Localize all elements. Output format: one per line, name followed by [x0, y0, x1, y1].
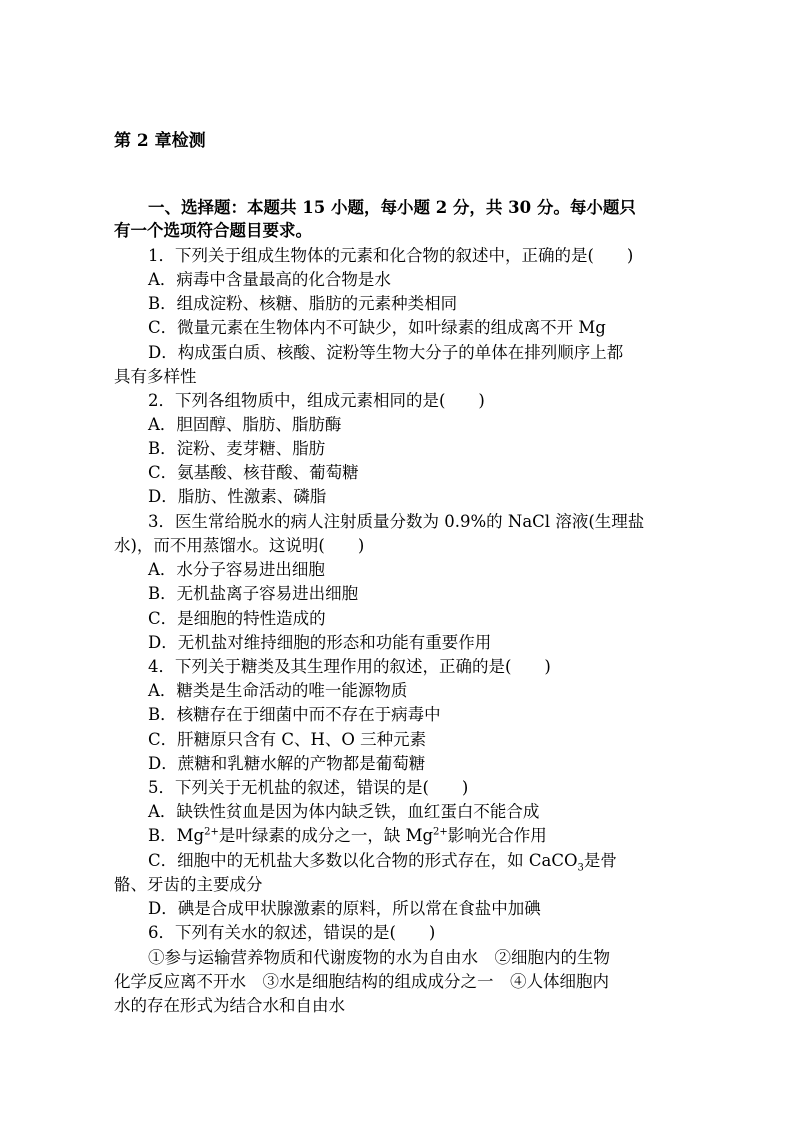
- q5-option-b: [148, 825, 547, 847]
- q4-stem: 4．下列关于糖类及其生理作用的叙述，正确的是( ): [148, 657, 551, 676]
- q5-c-text-2: 是骨: [583, 851, 617, 870]
- q1-option-a: A．病毒中含量最高的化合物是水: [148, 270, 391, 289]
- q5-b-text-1: B．Mg: [148, 826, 205, 845]
- q2-option-c: C．氨基酸、核苷酸、葡萄糖: [148, 463, 359, 482]
- section-heading-line1: 一、选择题：本题共 15 小题，每小题 2 分，共 30 分。每小题只: [148, 198, 636, 217]
- q3-option-c: C．是细胞的特性造成的: [148, 609, 326, 628]
- q2-stem: 2．下列各组物质中，组成元素相同的是( ): [148, 391, 485, 410]
- q4-option-a: A．糖类是生命活动的唯一能源物质: [148, 681, 408, 700]
- q5-c-sub: 3: [577, 862, 584, 874]
- q4-option-c: C．肝糖原只含有 C、H、O 三种元素: [148, 730, 427, 749]
- q2-option-d: D．脂肪、性激素、磷脂: [148, 487, 327, 506]
- q6-statements-line1: ①参与运输营养物质和代谢废物的水为自由水 ②细胞内的生物: [148, 948, 610, 967]
- q5-option-d: D．碘是合成甲状腺激素的原料，所以常在食盐中加碘: [148, 899, 541, 918]
- q5-b-sup-2: 2+: [433, 826, 448, 838]
- chapter-title: 第 2 章检测: [114, 131, 206, 151]
- section-heading-line2: 有一个选项符合题目要求。: [114, 221, 312, 240]
- q2-option-a: A．胆固醇、脂肪、脂肪酶: [148, 415, 342, 434]
- q6-statements-line2: 化学反应离不开水 ③水是细胞结构的组成成分之一 ④人体细胞内: [114, 972, 609, 991]
- q3-stem-line2: 水)，而不用蒸馏水。这说明( ): [114, 536, 365, 555]
- q3-option-b: B．无机盐离子容易进出细胞: [148, 584, 359, 603]
- q5-b-sup-1: 2+: [204, 826, 219, 838]
- q6-statements-line3: 水的存在形式为结合水和自由水: [114, 996, 345, 1015]
- q1-option-b: B．组成淀粉、核糖、脂肪的元素种类相同: [148, 294, 458, 313]
- q6-stem: 6．下列有关水的叙述，错误的是( ): [148, 923, 436, 942]
- q1-option-c: C．微量元素在生物体内不可缺少，如叶绿素的组成离不开 Mg: [148, 318, 606, 337]
- q3-option-d: D．无机盐对维持细胞的形态和功能有重要作用: [148, 633, 492, 652]
- q2-option-b: B．淀粉、麦芽糖、脂肪: [148, 439, 326, 458]
- q3-stem-line1: 3．医生常给脱水的病人注射质量分数为 0.9%的 NaCl 溶液(生理盐: [148, 512, 645, 531]
- q1-stem: 1．下列关于组成生物体的元素和化合物的叙述中，正确的是( ): [148, 246, 634, 265]
- q5-option-c-line2: 骼、牙齿的主要成分: [114, 875, 263, 894]
- q5-b-text-3: 影响光合作用: [447, 826, 547, 845]
- q3-option-a: A．水分子容易进出细胞: [148, 560, 325, 579]
- q1-option-d-line1: D．构成蛋白质、核酸、淀粉等生物大分子的单体在排列顺序上都: [148, 343, 624, 362]
- q5-option-c-line1: [148, 850, 617, 872]
- q4-option-d: D．蔗糖和乳糖水解的产物都是葡萄糖: [148, 754, 426, 773]
- q5-option-a: A．缺铁性贫血是因为体内缺乏铁，血红蛋白不能合成: [148, 802, 540, 821]
- q4-option-b: B．核糖存在于细菌中而不存在于病毒中: [148, 705, 441, 724]
- q5-c-text-1: C．细胞中的无机盐大多数以化合物的形式存在，如 CaCO: [148, 851, 578, 870]
- q1-option-d-line2: 具有多样性: [114, 367, 197, 386]
- q5-stem: 5．下列关于无机盐的叙述，错误的是( ): [148, 778, 469, 797]
- q5-b-text-2: 是叶绿素的成分之一，缺 Mg: [218, 826, 434, 845]
